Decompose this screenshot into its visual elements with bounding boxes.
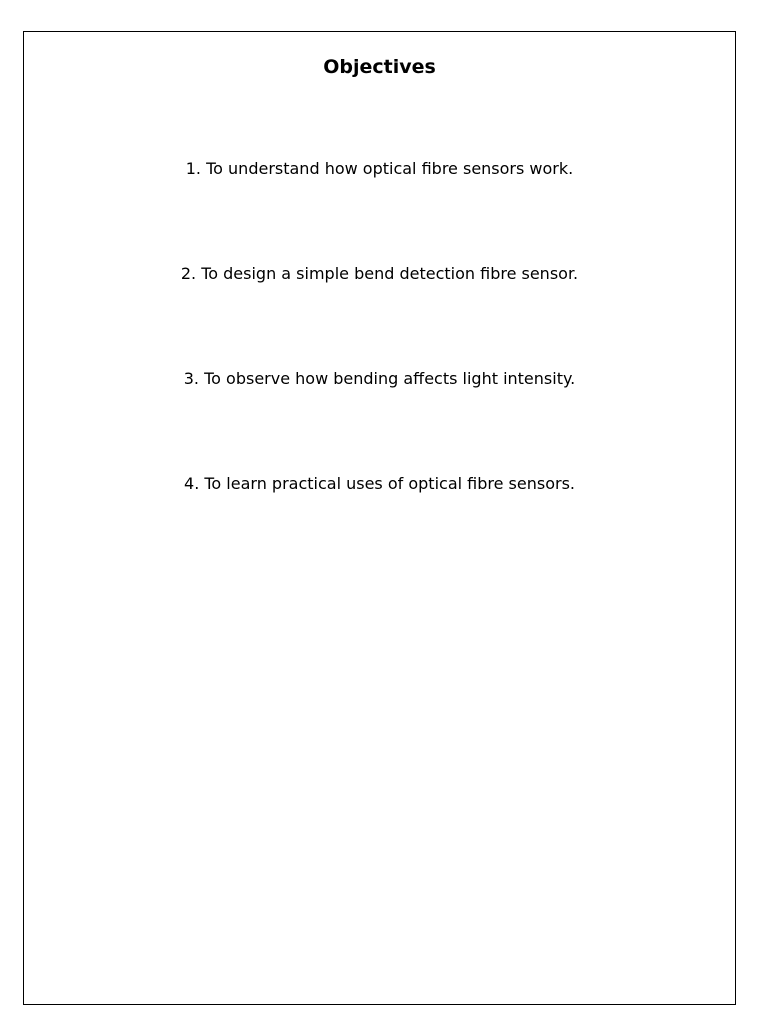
page-title: Objectives: [323, 56, 436, 78]
objective-item: 1. To understand how optical fibre sensors work.: [185, 159, 574, 178]
objective-item: 2. To design a simple bend detection fibre sensor.: [180, 264, 579, 283]
objective-item: 4. To learn practical uses of optical fibre sensors.: [184, 474, 575, 493]
page-frame: [23, 31, 736, 1005]
objective-item: 3. To observe how bending affects light intensity.: [183, 369, 576, 388]
